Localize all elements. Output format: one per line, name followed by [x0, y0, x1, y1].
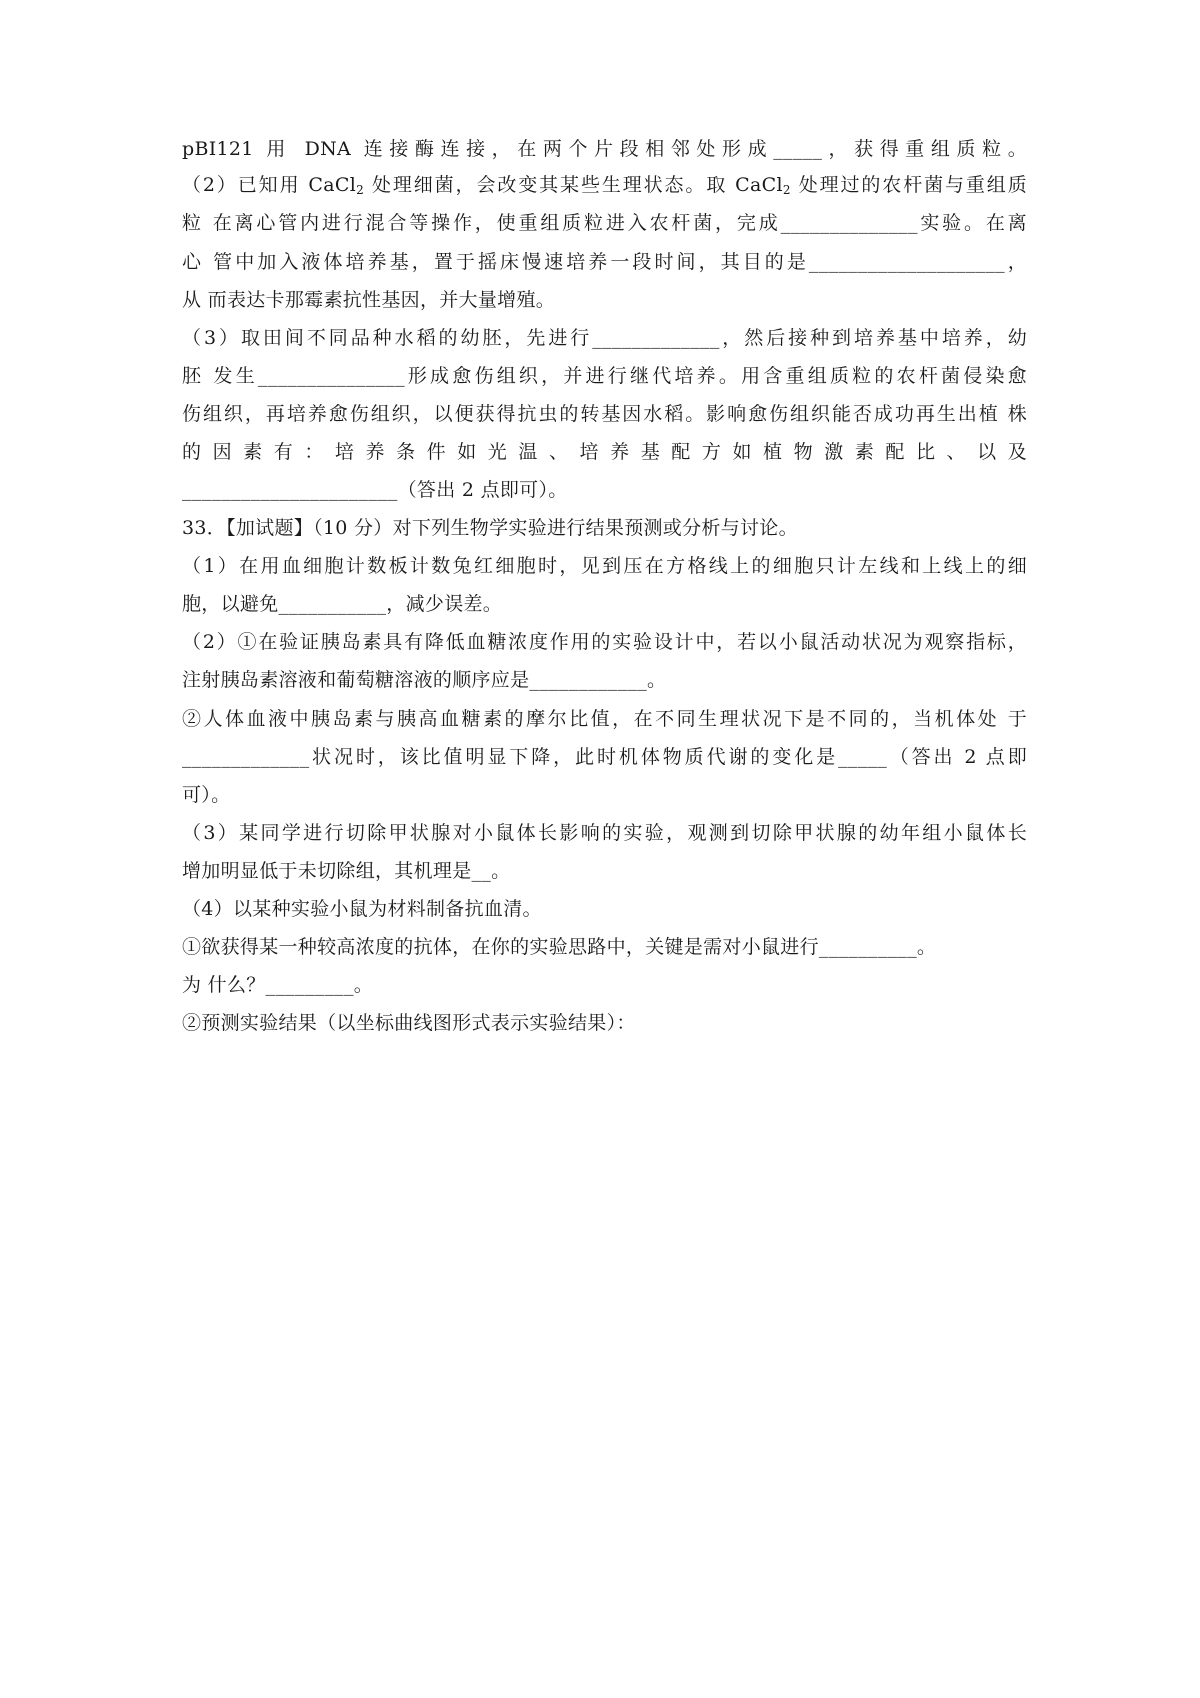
text-span: （1）在用血细胞计数板计数兔红细胞时，见到压在方格线上的细胞只计左线和上线上的细 — [182, 555, 1027, 577]
text-line — [182, 783, 230, 807]
subscript: 2 — [782, 183, 791, 197]
text-line — [182, 440, 1027, 466]
text-span: 33．【加试题】（10 分）对下列生物学实验进行结果预测或分析与讨论。 — [182, 517, 798, 539]
text-span: ①欲获得某一种较高浓度的抗体，在你的实验思路中，关键是需对小鼠进行__________。 — [182, 936, 937, 958]
text-line — [182, 630, 1027, 656]
text-line — [182, 897, 542, 921]
text-span: （2）已知用 CaCl — [182, 174, 357, 196]
text-span: 胞，以避免___________，减少误差。 — [182, 593, 503, 615]
text-span: 处理细菌，会改变其某些生理状态。取 CaCl — [364, 174, 783, 196]
text-line — [182, 250, 1027, 276]
text-line — [182, 973, 373, 997]
text-line — [182, 137, 1027, 163]
text-span: 为 什么？_________。 — [182, 974, 374, 996]
text-line — [182, 402, 1027, 428]
text-span: ②人体血液中胰岛素与胰高血糖素的摩尔比值，在不同生理状况下是不同的，当机体处 于 — [182, 708, 1027, 730]
text-line — [182, 859, 510, 883]
text-line — [182, 1011, 636, 1035]
text-span: 的 因 素 有 ： 培 养 条 件 如 光 温 、 培 养 基 配 方 如 植 物 激 素 配 比 、 以 及 — [182, 441, 1027, 463]
text-span: pBI121 用 DNA 连接酶连接，在两个片段相邻处形成_____，获得重组质粒。 — [182, 138, 1027, 160]
text-span: 从 而表达卡那霉素抗性基因，并大量增殖。 — [182, 289, 556, 311]
text-line — [182, 211, 1027, 237]
text-span: 心 管中加入液体培养基，置于摇床慢速培养一段时间，其目的是____________________， — [182, 251, 1027, 273]
text-span: （4）以某种实验小鼠为材料制备抗血清。 — [182, 898, 542, 920]
subscript: 2 — [356, 183, 365, 197]
text-line — [182, 478, 568, 502]
question-heading — [182, 516, 798, 540]
text-span: （2）①在验证胰岛素具有降低血糖浓度作用的实验设计中，若以小鼠活动状况为观察指标， — [182, 631, 1027, 653]
text-span: 可）。 — [182, 784, 231, 806]
text-line — [182, 745, 1027, 771]
text-span: ②预测实验结果（以坐标曲线图形式表示实验结果）： — [182, 1012, 636, 1034]
text-line — [182, 554, 1027, 580]
text-line — [182, 935, 936, 959]
text-span: 胚 发生_______________形成愈伤组织，并进行继代培养。用含重组质粒的农杆菌侵染愈 — [182, 365, 1027, 387]
text-line — [182, 326, 1027, 352]
text-span: （3）取田间不同品种水稻的幼胚，先进行_____________，然后接种到培养基中培养，幼 — [182, 327, 1027, 349]
text-span: 伤组织，再培养愈伤组织，以便获得抗虫的转基因水稻。影响愈伤组织能否成功再生出植 株 — [182, 403, 1027, 425]
text-line — [182, 288, 555, 312]
text-line — [182, 707, 1027, 733]
text-span: 注射胰岛素溶液和葡萄糖溶液的顺序应是____________。 — [182, 669, 667, 691]
text-span: 增加明显低于未切除组，其机理是__。 — [182, 860, 511, 882]
text-span: 处理过的农杆菌与重组质 — [790, 174, 1027, 196]
text-line — [182, 592, 502, 616]
text-span: （3）某同学进行切除甲状腺对小鼠体长影响的实验，观测到切除甲状腺的幼年组小鼠体长 — [182, 822, 1027, 844]
text-line — [182, 364, 1027, 390]
text-line — [182, 821, 1027, 847]
text-span: _____________状况时，该比值明显下降，此时机体物质代谢的变化是_____（答出 2 点即 — [182, 746, 1027, 768]
text-span: 粒 在离心管内进行混合等操作，使重组质粒进入农杆菌，完成______________实验。在离 — [182, 212, 1027, 234]
text-line — [182, 173, 1027, 199]
text-span: ______________________（答出 2 点即可）。 — [182, 479, 568, 501]
text-line — [182, 668, 666, 692]
